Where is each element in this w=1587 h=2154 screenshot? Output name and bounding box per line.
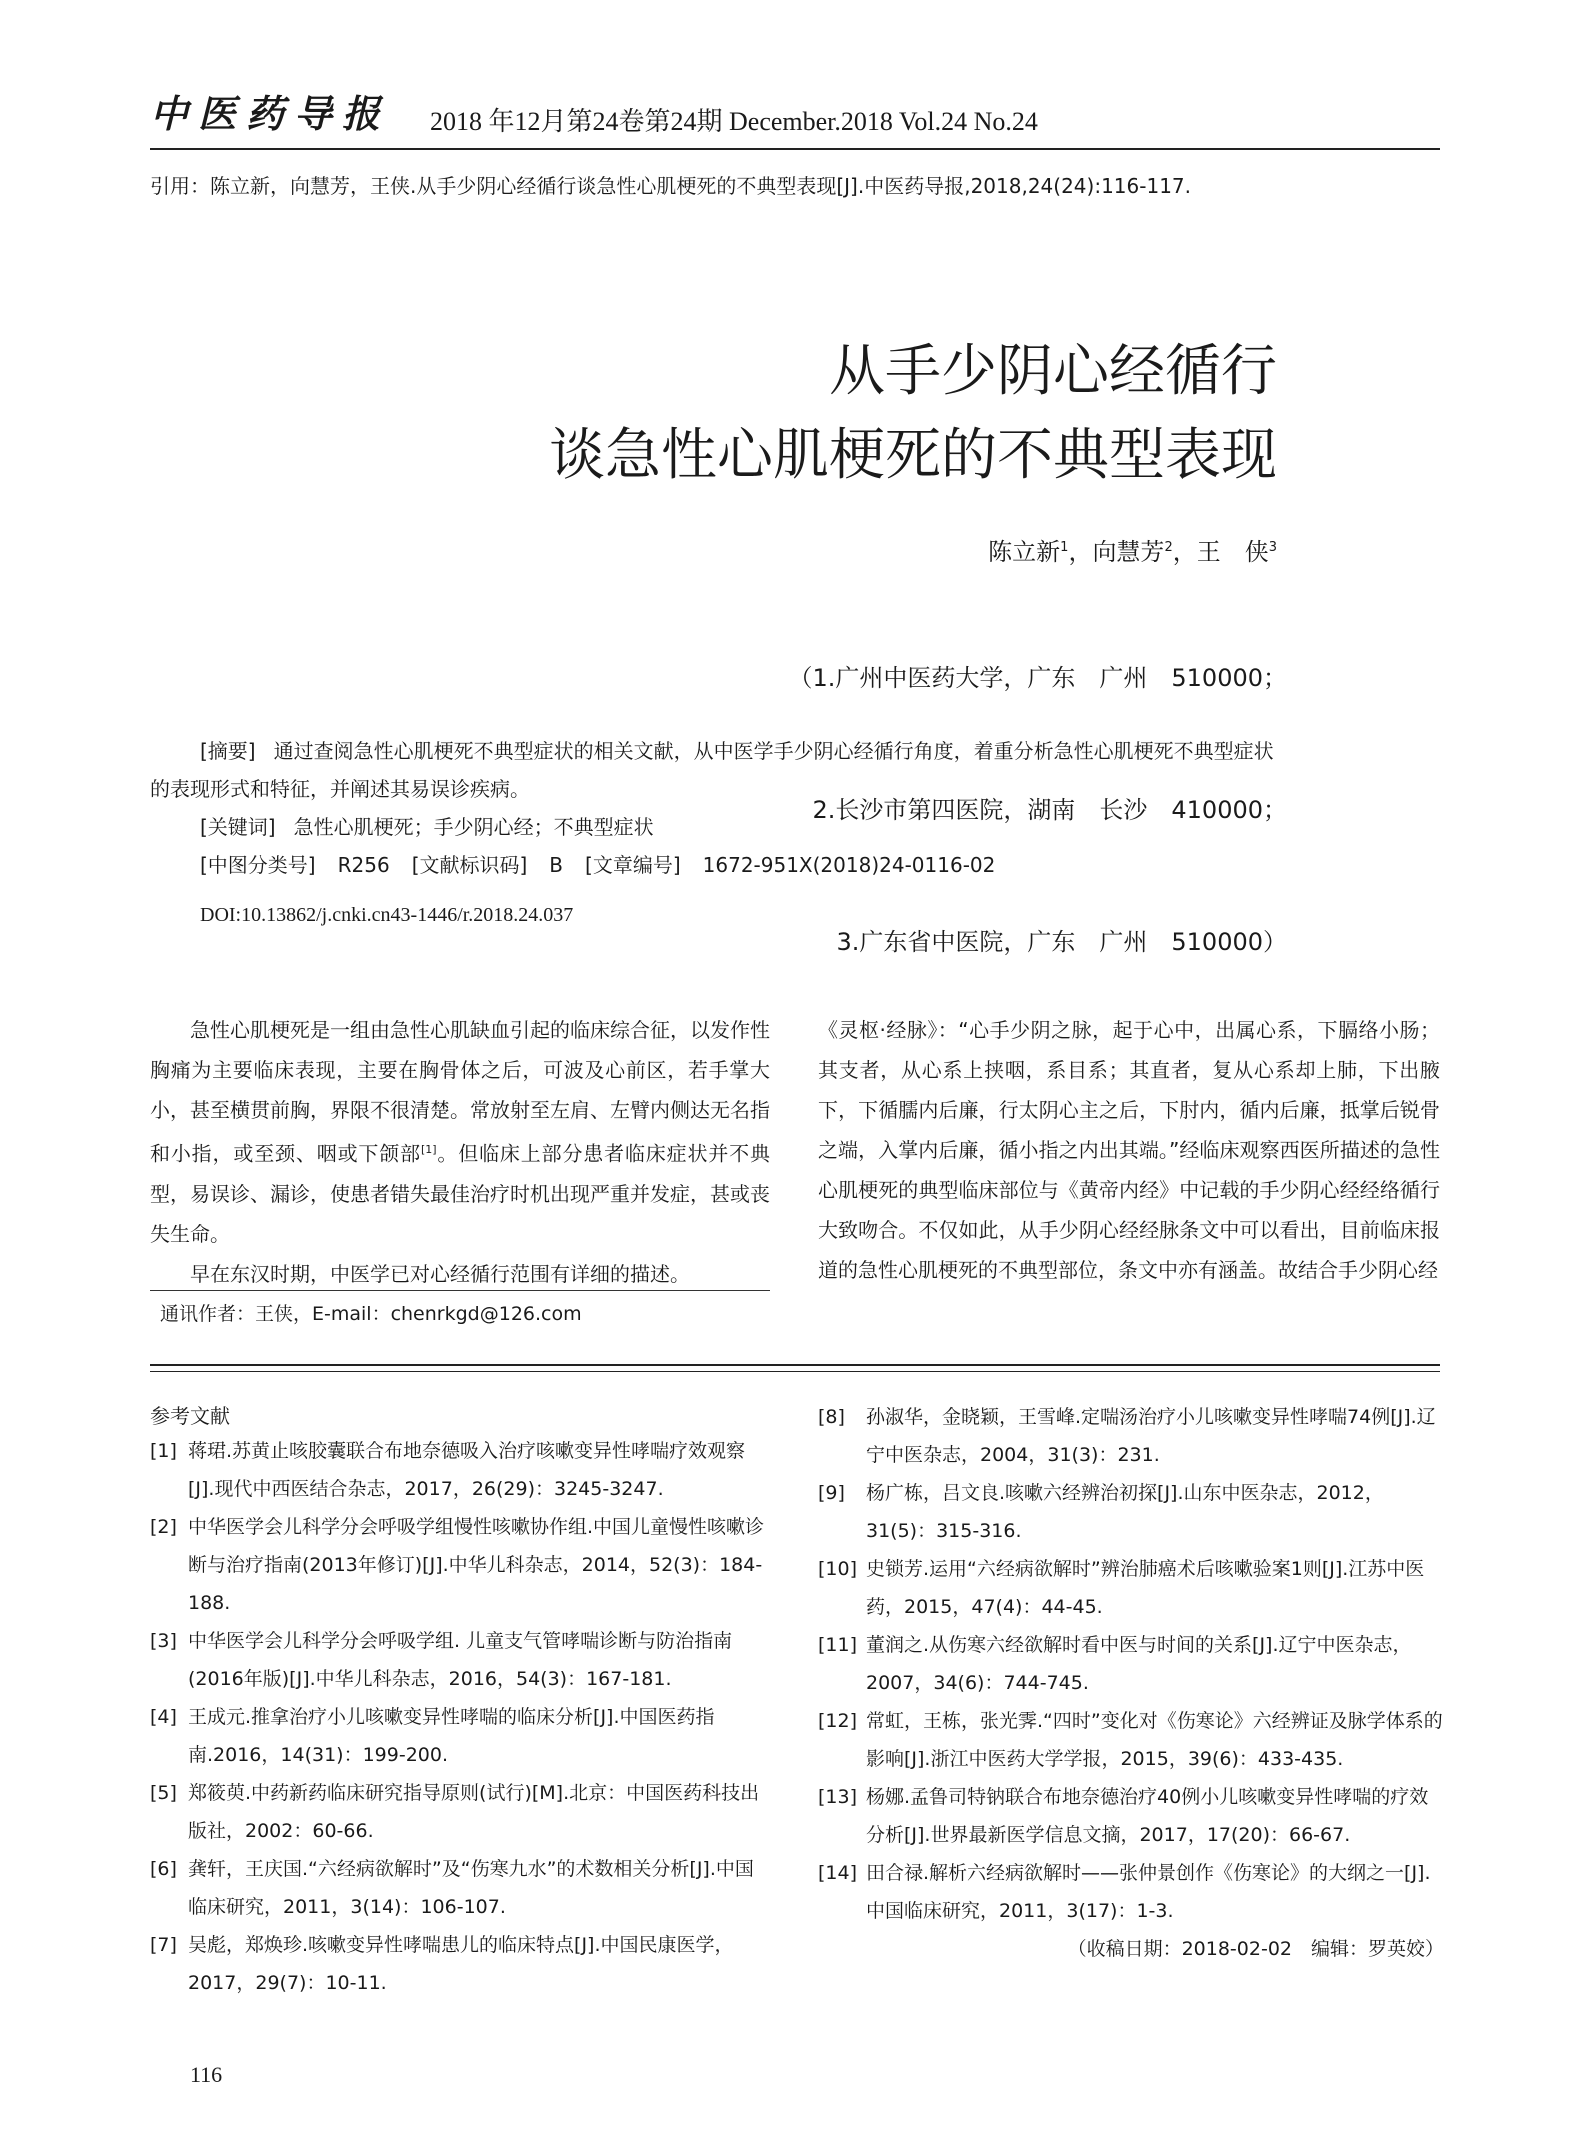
abstract bbox=[150, 732, 1278, 808]
doc-code-label: [文献标识码] bbox=[411, 853, 528, 877]
abstract-block bbox=[150, 732, 1278, 934]
clc-label: [中图分类号] bbox=[200, 853, 316, 877]
doi: DOI:10.13862/j.cnki.cn43-1446/r.2018.24.037 bbox=[200, 904, 574, 926]
article-no-value: 1672-951X(2018)24-0116-02 bbox=[702, 853, 996, 877]
reference-item: [1] 蒋珺.苏黄止咳胶囊联合布地奈德吸入治疗咳嗽变异性哮喘疗效观察[J].现代中西医结合杂志，2017，26(29)：3245-3247. bbox=[150, 1440, 746, 1500]
reference-item: [8] 孙淑华，金晓颖，王雪峰.定喘汤治疗小儿咳嗽变异性哮喘74例[J].辽宁中医杂志，2004，31(3)：231. bbox=[818, 1406, 1436, 1466]
reference-item: [13] 杨娜.孟鲁司特钠联合布地奈德治疗40例小儿咳嗽变异性哮喘的疗效分析[J].世界最新医学信息文摘，2017，17(20)：66-67. bbox=[818, 1786, 1429, 1846]
reference-item: [11] 董润之.从伤寒六经欲解时看中医与时间的关系[J].辽宁中医杂志，2007，34(6)：744-745. bbox=[818, 1634, 1412, 1694]
references-title: 参考文献 bbox=[150, 1404, 230, 1428]
title-line-1: 从手少阴心经循行 bbox=[829, 339, 1277, 404]
citation-ref-1: [1] bbox=[420, 1143, 437, 1156]
author-1: 陈立新 bbox=[988, 538, 1061, 566]
body-right-column: 《灵枢·经脉》：“心手少阴之脉，起于心中，出属心系，下膈络小肠；其支者，从心系上挟咽，系目系；其直者，复从心系却上肺，下出腋下，下循臑内后廉，行太阴心主之后，下肘内，循内后廉，抵掌后锐骨之端，入掌内后廉，循小指之内出其端。”经临床观察西医所描述的急性心肌梗死的典型临床部位与《黄帝内经》中记载的手少阴心经经络循行大致吻合。不仅如此，从手少阴心经经脉条文中可以看出，目前临床报道的急性心肌梗死的不典型部位，条文中亦有涵盖。故结合手少阴心经 bbox=[818, 1018, 1440, 1282]
affiliation-2: 2.长沙市第四医院，湖南 长沙 410000； bbox=[812, 796, 1287, 824]
reference-item: [4] 王成元.推拿治疗小儿咳嗽变异性哮喘的临床分析[J].中国医药指南.2016，14(31)：199-200. bbox=[150, 1706, 715, 1766]
reference-item: [14] 田合禄.解析六经病欲解时——张仲景创作《伤寒论》的大纲之一[J].中国临床研究，2011，3(17)：1-3. bbox=[818, 1862, 1431, 1922]
author-2-mark: 2 bbox=[1164, 540, 1173, 555]
journal-name: 中医药导报 bbox=[150, 91, 391, 136]
reference-item: [7] 吴彪，郑焕珍.咳嗽变异性哮喘患儿的临床特点[J].中国民康医学，2017，29(7)：10-11. bbox=[150, 1934, 734, 1994]
article-title bbox=[549, 330, 1277, 498]
citation: 引用：陈立新，向慧芳，王侠.从手少阴心经循行谈急性心肌梗死的不典型表现[J].中医药导报,2018,24(24):116-117. bbox=[150, 174, 1191, 198]
reference-item: [9] 杨广栋，吕文良.咳嗽六经辨治初探[J].山东中医杂志，2012，31(5)：315-316. bbox=[818, 1482, 1384, 1542]
corresponding-author-footnote: 通讯作者：王侠，E-mail：chenrkgd@126.com bbox=[150, 1290, 770, 1326]
references-right bbox=[818, 1398, 1444, 1968]
references-separator bbox=[150, 1364, 1440, 1372]
affiliation-3: 3.广东省中医院，广东 广州 510000） bbox=[836, 928, 1287, 956]
page-header bbox=[150, 91, 1440, 150]
reference-item: [6] 龚轩，王庆国.“六经病欲解时”及“伤寒九水”的术数相关分析[J].中国临床研究，2011，3(14)：106-107. bbox=[150, 1858, 754, 1918]
reference-item: [12] 常虹，王栋，张光霁.“四时”变化对《伤寒论》六经辨证及脉学体系的影响[J].浙江中医药大学学报，2015，39(6)：433-435. bbox=[818, 1710, 1443, 1770]
abstract-text: 通过查阅急性心肌梗死不典型症状的相关文献，从中医学手少阴心经循行角度，着重分析急性心肌梗死不典型症状的表现形式和特征，并阐述其易误诊疾病。 bbox=[150, 739, 1274, 801]
reference-item: [5] 郑筱萸.中药新药临床研究指导原则(试行)[M].北京：中国医药科技出版社，2002：60-66. bbox=[150, 1782, 760, 1842]
body-paragraph-2: 早在东汉时期，中医学已对心经循行范围有详细的描述。 bbox=[190, 1261, 690, 1286]
keywords bbox=[150, 808, 1278, 846]
author-3-mark: 3 bbox=[1268, 540, 1277, 555]
abstract-label: [摘要] bbox=[200, 739, 256, 763]
reference-item: [2] 中华医学会儿科学分会呼吸学组慢性咳嗽协作组.中国儿童慢性咳嗽诊断与治疗指南(2013年修订)[J].中华儿科杂志，2014，52(3)：184-188. bbox=[150, 1516, 765, 1614]
article-no-label: [文章编号] bbox=[585, 853, 681, 877]
title-line-2: 谈急性心肌梗死的不典型表现 bbox=[549, 423, 1277, 488]
classification-line bbox=[150, 846, 1278, 884]
keywords-label: [关键词] bbox=[200, 815, 276, 839]
affiliation-1: （1.广州中医药大学，广东 广州 510000； bbox=[788, 664, 1287, 692]
page-number: 116 bbox=[190, 2062, 223, 2087]
keywords-text: 急性心肌梗死；手少阴心经；不典型症状 bbox=[293, 815, 654, 839]
doc-code-value: B bbox=[549, 853, 564, 877]
author-2: 向慧芳 bbox=[1092, 538, 1165, 566]
issue-info: 2018 年12月第24卷第24期 December.2018 Vol.24 No.24 bbox=[430, 107, 1038, 136]
reference-item: [10] 史锁芳.运用“六经病欲解时”辨治肺癌术后咳嗽验案1则[J].江苏中医药，2015，47(4)：44-45. bbox=[818, 1558, 1425, 1618]
references-left bbox=[150, 1432, 770, 2002]
body-paragraph-1: 急性心肌梗死是一组由急性心肌缺血引起的临床综合征，以发作性胸痛为主要临床表现，主要在胸骨体之后，可波及心前区，若手掌大小，甚至横贯前胸，界限不很清楚。常放射至左肩、左臂内侧达无名指和小指，或至颈、咽或下颌部[1]。但临床上部分患者临床症状并不典型，易误诊、漏诊，使患者错失最佳治疗时机出现严重并发症，甚或丧失生命。 bbox=[150, 1018, 771, 1246]
clc-value: R256 bbox=[337, 853, 390, 877]
author-1-mark: 1 bbox=[1060, 540, 1069, 555]
received-date-editor: （收稿日期：2018-02-02 编辑：罗英姣） bbox=[1067, 1938, 1444, 1960]
authors: 陈立新$^1$，向慧芳$^2$，王 侠$^3$ bbox=[988, 538, 1277, 566]
author-3: 王 侠 bbox=[1196, 538, 1269, 566]
reference-item: [3] 中华医学会儿科学分会呼吸学组. 儿童支气管哮喘诊断与防治指南(2016年版)[J].中华儿科杂志，2016，54(3)：167-181. bbox=[150, 1630, 733, 1690]
body-left-column bbox=[150, 1010, 770, 1294]
